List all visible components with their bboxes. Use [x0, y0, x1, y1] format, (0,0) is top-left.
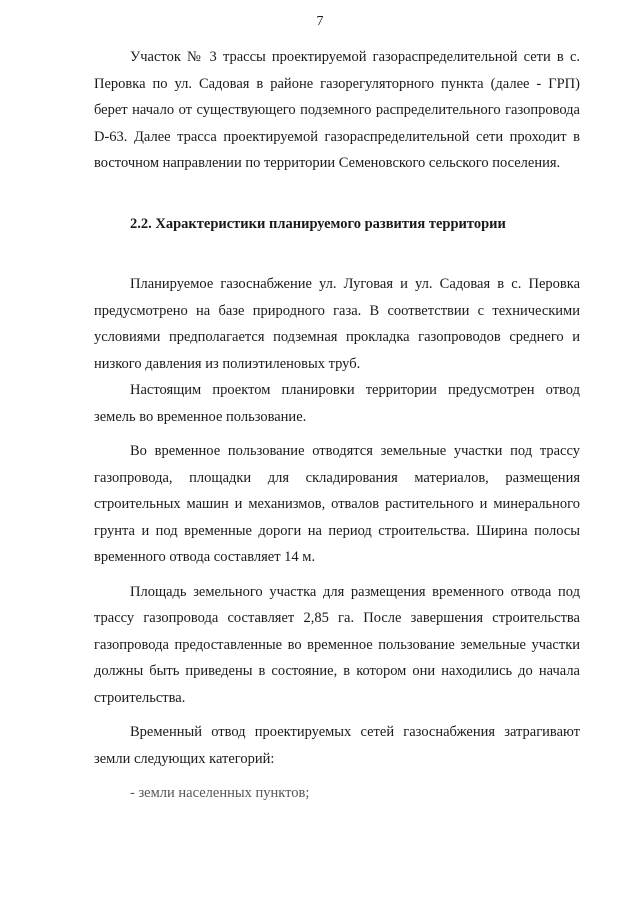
document-body [94, 44, 580, 807]
paragraph-gas-supply: Планируемое газоснабжение ул. Луговая и ул. Садовая в с. Перовка предусмотрено на базе природного газа. В соответствии с техническими условиями предполагается подземная прокладка газопроводов среднего и низкого давления из полиэтиленовых труб. [94, 276, 580, 372]
paragraph-categories: Временный отвод проектируемых сетей газоснабжения затрагивают земли следующих категорий: [94, 724, 580, 767]
section-heading: 2.2. Характеристики планируемого развития территории [130, 215, 506, 232]
paragraph-area: Площадь земельного участка для размещения временного отвода под трассу газопровода составляет 2,85 га. После завершения строительства газопровода предоставленные во временное пользование земельные участки должны быть приведены в состояние, в котором они находились до начала строительства. [94, 583, 580, 706]
page-number: 7 [316, 14, 324, 29]
paragraph-land-allotment: Настоящим проектом планировки территории предусмотрен отвод земель во временное пользование. [94, 382, 580, 425]
paragraph-temporary-use: Во временное пользование отводятся земельные участки под трассу газопровода, площадки для складирования материалов, размещения строительных машин и механизмов, отвалов растительного и минерального грунта и под временные дороги на период строительства. Ширина полосы временного отвода составляет 14 м. [94, 443, 580, 565]
paragraph-section-3-route: Участок № 3 трассы проектируемой газораспределительной сети в с. Перовка по ул. Садовая в районе газорегуляторного пункта (далее - ГРП) берет начало от существующего подземного распределительного газопровода D-63. Далее трасса проектируемой газораспределительной сети проходит в восточном направлении по территории Семеновского сельского поселения. [94, 49, 580, 171]
list-item-settlement-lands: - земли населенных пунктов; [130, 785, 310, 801]
